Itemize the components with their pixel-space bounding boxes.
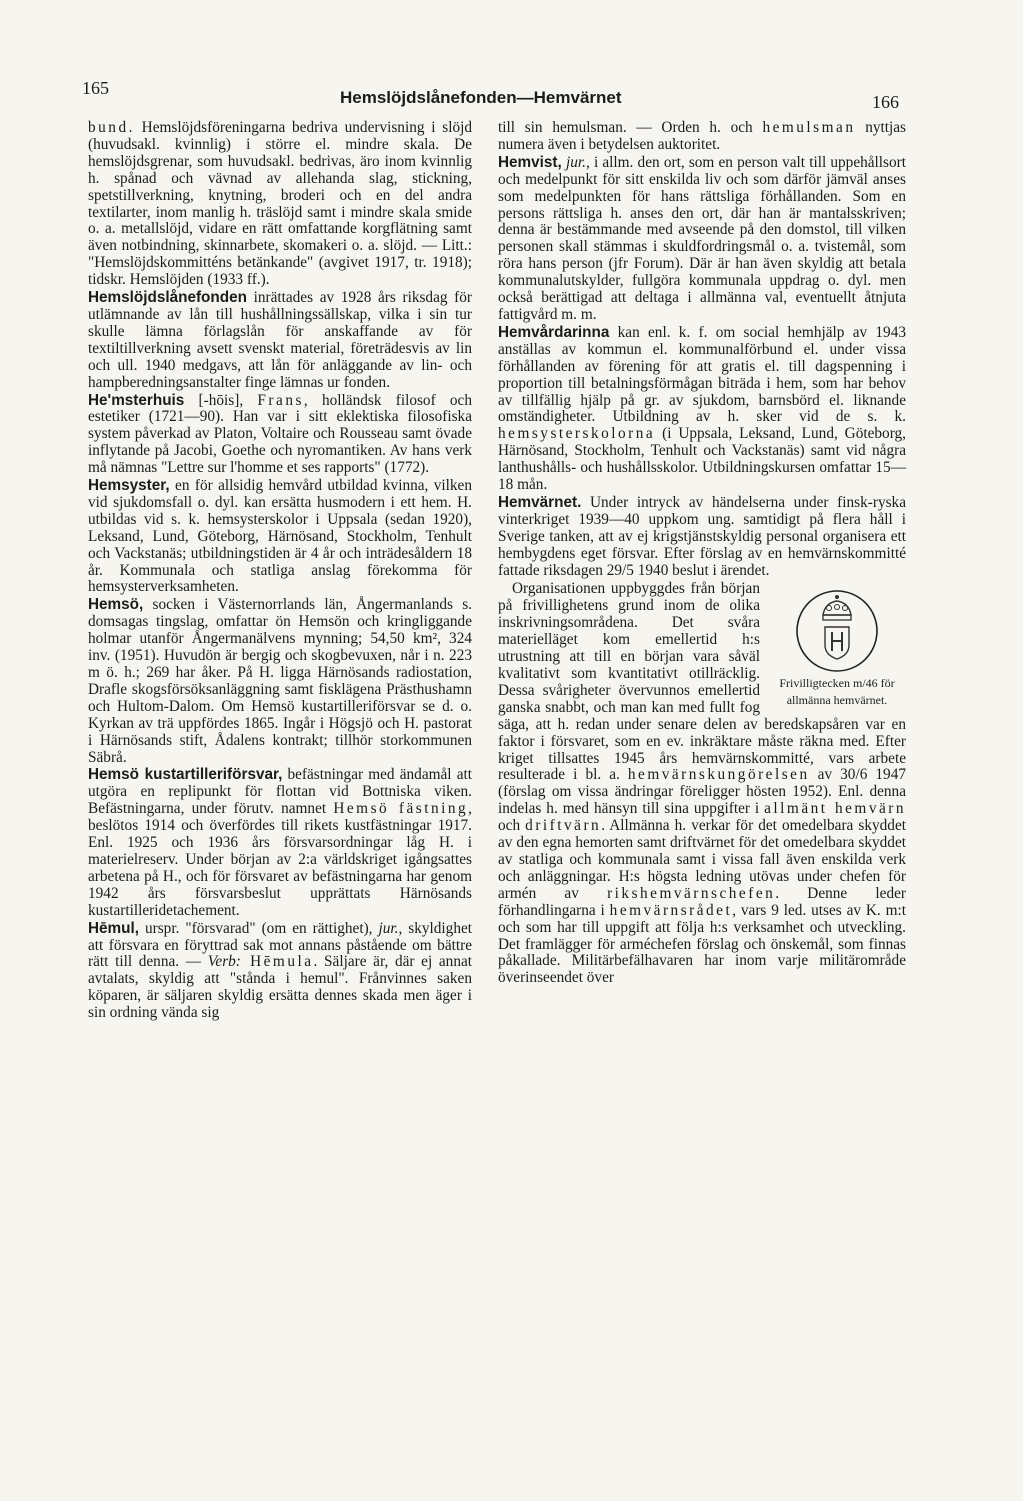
hemvarn-emblem-icon <box>789 585 885 675</box>
headword: Hemsö kustartilleriförsvar, <box>88 766 283 784</box>
headword: Hemvist, <box>498 153 562 171</box>
entry-hemvist: Hemvist, jur., i allm. den ort, som en person valt till uppehållsort och medelpunkt för sitt enskilda liv och som därför jämväl anses som medelpunkten för hans rättsliga förhållanden. Som en persons rättsliga h. anses den ort, där han är mantalsskriven; denna är bestämmande med avseende på den domstol, till vilken personen skall stämmas i skuldfordringsmål o. a. tvistemål, som röra hans person (jfr Forum). Där är han även skyldig att betala kommunalutskylder, fullgöra kommunala uppdrag o. dyl. men också berättigad att deltaga i allmänna val, eventuellt åtnjuta fattigvård m. m. <box>498 153 906 323</box>
figure-caption: Frivilligtecken m/46 för allmänna hemvärnet. <box>779 676 895 708</box>
paragraph-organisation: Frivilligtecken m/46 för allmänna hemvärnet. Organisationen uppbyggdes från början på frivillighetens grund inom de olika inskrivningsområdena. Det svåra materielläget kom emellertid h:s utrustning att till en början vara såväl kvalitativt som kvantitativt otillräcklig. Dessa svårigheter övervunnos emellertid ganska snabbt, och man kan med fullt fog säga, att h. redan under senare delen av beredskapsåren var en faktor i försvaret, som en ev. inkräktare måste räkna med. Efter kriget tillsattes 1945 års hemvärnskommitté, vars arbete resulterade i bl. a. hemvärnskungörelsen av 30/6 1947 (förslag om vissa ändringar föreligger hösten 1952). Enl. denna indelas h. med hänsyn till sina uppgifter i allmänt hemvärn och driftvärn. Allmänna h. verkar för det omedelbara skyddet av den egna hemorten samt driftvärnet för det omedelbara skyddet av statliga och kommunala samt i vissa fall även enskilda verk och anläggningar. H:s högsta ledning utövas under chefen för armén av rikshemvärnschefen. Denne leder förhandlingarna i hemvärnsrådet, vars 9 led. utses av K. m:t och som har till uppgift att följa h:s verksamhet och utveckling. Det framlägger för arméchefen förslag och önskemål, som finnas påkallade. Militärbefälhavaren har inom varje militärområde överinseendet över <box>498 580 907 987</box>
page-number-right: 166 <box>872 92 899 112</box>
entry-hemslojdslanefonden: Hemslöjdslånefonden inrättades av 1928 års riksdag för utlämnande av lån till hushållningssällskap, vilka i sin tur skulle lämna förlagslån för anskaffande av för textiltillverkning avsett svenskt material, företrädesvis av lin och ull. 1940 medgavs, att lån för anläggande av lin- och hampberedningsanstalter finge lämnas ur fonden. <box>88 289 472 391</box>
headword: Hemvärnet. <box>498 493 582 511</box>
headword: Hemvårdarinna <box>498 323 610 341</box>
headword: Hemsö, <box>88 596 144 614</box>
entry-hemso-kustartilleriforsvar: Hemsö kustartilleriförsvar, befästningar med ändamål att utgöra en replipunkt för flottan vid Bottniska viken. Befästningarna, under förutv. namnet Hemsö fästning, beslötos 1914 och överfördes till rikets kustfästningar 1917. Enl. 1925 och 1936 års försvarsordningar låg H. i materielreserv. Under början av 2:a världskriget igångsattes arbetena på H., och för försvaret av befästningarna har genom 1942 års försvarsbeslut upprättats Härnösands kustartilleridetachement. <box>88 766 472 919</box>
entry-continuation: till sin hemulsman. — Orden h. och hemulsman nyttjas numera även i betydelsen auktoritet. <box>498 119 906 153</box>
entry-hemvarnet: Hemvärnet. Under intryck av händelserna under finsk-ryska vinterkriget 1939—40 uppkom ung. samtidigt på flera håll i Sverige tanken, att av ej krigstjänstskyldig personal organisera ett hembygdens eget försvar. Efter förslag av en hemvärnskommitté fattade riksdagen 29/5 1940 beslut i ärendet. <box>498 493 906 579</box>
headword: Hēmul, <box>88 919 139 937</box>
entry-continuation: bund. Hemslöjdsföreningarna bedriva undervisning i slöjd (huvudsakl. kvinnlig) i större el. mindre skala. De hemslöjdsgrenar, som huvudsakl. bedrivas, äro inom kvinnlig h. spånad och vävnad av allehanda slag, stickning, spetstillverkning, knytning, broderi och en del andra textilarter, inom manlig h. träslöjd samt i mindre skala smide o. a. metallslöjd, vidare en rätt omfattande korgflätning samt även notbindning, skinnarbete, skomakeri o. a. slöjd. — Litt.: "Hemslöjdskommitténs betänkande" (avgivet 1917, tr. 1918); tidskr. Hemslöjden (1933 ff.). <box>88 119 472 289</box>
headword: Hemsyster, <box>88 477 170 495</box>
right-column <box>498 120 906 987</box>
entry-hemsterhuis: He'msterhuis [-hōis], Frans, holländsk filosof och estetiker (1721—90). Han var i sitt eklektiska filosofiska system påverkad av Platon, Voltaire och Rousseau samt övade inflytande på Jacobi, Goethe och nyromantiken. Av hans verk må nämnas "Lettre sur l'homme et ses rapports" (1772). <box>88 391 472 477</box>
entry-hemsyster: Hemsyster, en för allsidig hemvård utbildad kvinna, vilken vid sjukdomsfall o. dyl. kan ersätta husmodern i ett hem. H. utbildas vid s. k. hemsysterskolor i Uppsala (sedan 1920), Leksand, Lund, Göteborg, Härnösand, Stockholm, Tenhult och Vackstanäs; utbildningstiden är 4 år och inträdesåldern 18 år. Kommunala och statliga anslag förekomma för hemsysterverksamheten. <box>88 477 472 596</box>
headword: He'msterhuis <box>88 391 185 409</box>
entry-hemso: Hemsö, socken i Västernorrlands län, Ångermanlands s. domsagas tingslag, omfattar ön Hemsön och kringliggande holmar utanför Ångermanälvens mynning; 54,50 km², 324 inv. (1951). Huvudön är bergig och skogbevuxen, når i n. 223 m ö. h.; 269 har åker. På H. ligga Härnösands radiostation, Drafle skogsförsöksanläggning samt fisklägena Prästhushamn och Hultom-Dalom. Om Hemsö kustartilleriförsvar se d. o. Kyrkan av trä uppfördes 1865. Ingår i Högsjö och H. pastorat i Härnösands stift, Ådalens kontrakt; tillhör storkommunen Säbrå. <box>88 596 472 766</box>
left-column <box>88 120 472 1022</box>
entry-hemul: Hēmul, urspr. "försvarad" (om en rättighet), jur., skyldighet att försvara en föryttrad sak mot annans påstående om bättre rätt till denna. — Verb: Hēmula. Säljare är, där ej annat avtalats, skyldig att "stånda i hemul". Frånvinnes saken köparen, är säljaren skyldig ersätta dennes skada men äger i sin ordning vända sig <box>88 919 473 1022</box>
emblem-figure <box>768 585 906 709</box>
page-header <box>0 78 1023 112</box>
page-number-left: 165 <box>82 78 109 98</box>
headword: Hemslöjdslånefonden <box>88 289 247 307</box>
running-title: Hemslöjdslånefonden—Hemvärnet <box>340 88 622 107</box>
entry-hemvardarinna: Hemvårdarinna kan enl. k. f. om social hemhjälp av 1943 anställas av kommun el. kommunalförbund el. under vissa förhållanden av förening för att gratis el. till dagspenning i proportion till betalningsförmågan biträda i hem, som har behov av tillfällig hjälp på gr. av sjukdom, barnsbörd el. liknande omständigheter. Utbildning av h. sker vid de s. k. hemsysterskolorna (i Uppsala, Leksand, Lund, Göteborg, Härnösand, Stockholm, Tenhult och Vackstanäs) samt vid några lanthushålls- och hushållsskolor. Utbildningskursen omfattar 15—18 mån. <box>498 323 906 494</box>
